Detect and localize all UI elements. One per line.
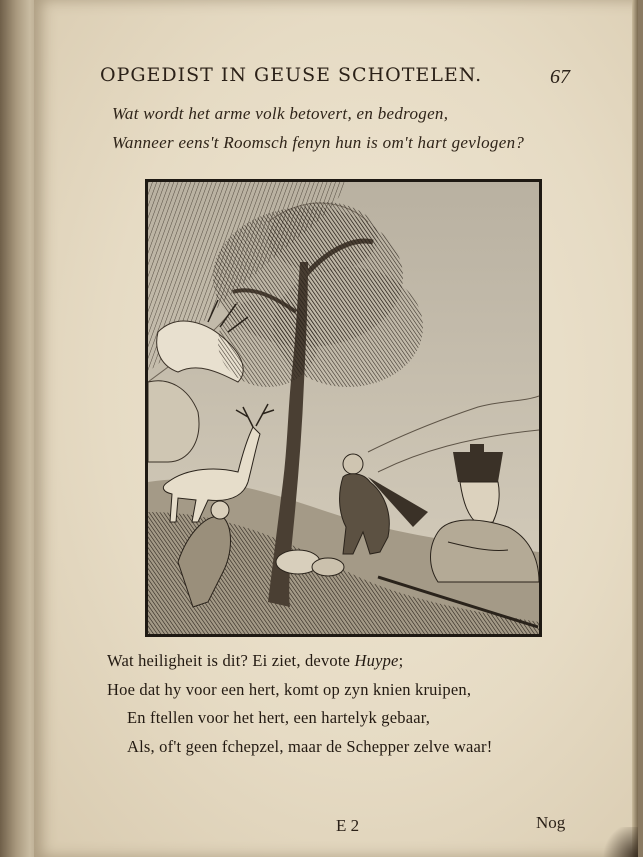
catchword: Nog — [536, 813, 566, 832]
engraving-illustration — [148, 182, 539, 634]
page-header — [100, 64, 570, 94]
verse-line-1-end: ; — [398, 651, 404, 670]
running-head: OPGEDIST IN GEUSE SCHOTELEN. — [100, 64, 483, 86]
verse-line-1 — [107, 651, 403, 671]
page-number: 67 — [550, 66, 570, 88]
intro-line-1: Wat wordt het arme volk betovert, en bedrogen, — [112, 104, 449, 123]
verse-line-4: Als, of't geen fchepzel, maar de Schepper zelve waar! — [127, 737, 493, 756]
intro-line-2: Wanneer eens't Roomsch fenyn hun is om't hart gevlogen? — [112, 133, 525, 152]
verse-line-1-name: Huype — [354, 651, 399, 670]
verse-line-3: En ftellen voor het hert, een hartelyk gebaar, — [127, 708, 431, 727]
corner-shadow — [598, 827, 638, 857]
verse-line-1-text: Wat heiligheit is dit? Ei ziet, devote — [107, 651, 355, 670]
verse-line-2: Hoe dat hy voor een hert, komt op zyn knien kruipen, — [107, 680, 472, 699]
page-edge — [632, 0, 638, 857]
engraving-plate — [145, 179, 542, 637]
signature-mark: E 2 — [336, 816, 360, 835]
